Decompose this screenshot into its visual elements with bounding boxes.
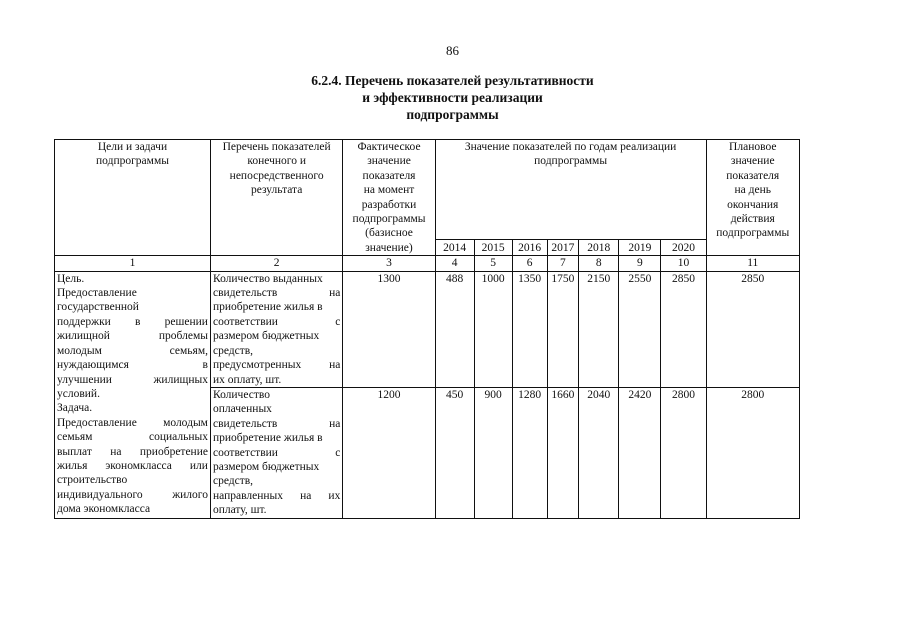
year-value-cell: 1280: [512, 387, 547, 518]
goals-and-tasks-cell: Цель. Предоставление государственной поддержки в решении жилищной проблемы молодым семьям, нуждающимся в улучшении жилищных условий. Задача. Предоставление молодым семьям социальных выплат на приобретение жилья экономкласса или строительство индивидуального жилого дома экономкласса: [55, 271, 211, 518]
year-value-cell: 1350: [512, 271, 547, 387]
column-number: 8: [579, 256, 619, 271]
column-number: 3: [343, 256, 435, 271]
year-2016: 2016: [512, 240, 547, 256]
column-number: 6: [512, 256, 547, 271]
actual-value-cell: 1200: [343, 387, 435, 518]
column-number: 7: [547, 256, 579, 271]
year-value-cell: 450: [435, 387, 474, 518]
year-2020: 2020: [661, 240, 706, 256]
year-value-cell: 1660: [547, 387, 579, 518]
year-value-cell: 1750: [547, 271, 579, 387]
year-2015: 2015: [474, 240, 512, 256]
column-number: 11: [706, 256, 799, 271]
header-row: [55, 140, 800, 240]
planned-value-cell: 2800: [706, 387, 799, 518]
indicators-table: [54, 139, 800, 519]
header-actual-value: Фактическое значение показателя на момент разработки подпрограммы (базисное значение): [343, 140, 435, 256]
year-value-cell: 2150: [579, 271, 619, 387]
planned-value-cell: 2850: [706, 271, 799, 387]
column-number-row: [55, 256, 800, 271]
column-number: 1: [55, 256, 211, 271]
page-title: [0, 72, 905, 123]
year-value-cell: 900: [474, 387, 512, 518]
year-value-cell: 1000: [474, 271, 512, 387]
year-value-cell: 2550: [619, 271, 661, 387]
year-value-cell: 2040: [579, 387, 619, 518]
column-number: 9: [619, 256, 661, 271]
year-2019: 2019: [619, 240, 661, 256]
year-2018: 2018: [579, 240, 619, 256]
header-values-by-year: Значение показателей по годам реализации подпрограммы: [435, 140, 706, 240]
header-planned-value: Плановое значение показателя на день окончания действия подпрограммы: [706, 140, 799, 256]
year-value-cell: 488: [435, 271, 474, 387]
year-value-cell: 2420: [619, 387, 661, 518]
title-line: 6.2.4. Перечень показателей результативности: [311, 73, 594, 88]
table-row: [55, 271, 800, 387]
indicator-cell: Количество оплаченных свидетельств на приобретение жилья в соответствии с размером бюджетных средств, направленных на их оплату, шт.: [210, 387, 342, 518]
year-value-cell: 2800: [661, 387, 706, 518]
column-number: 2: [210, 256, 342, 271]
year-value-cell: 2850: [661, 271, 706, 387]
title-line: подпрограммы: [406, 107, 499, 122]
page-number: 86: [446, 43, 459, 58]
year-2014: 2014: [435, 240, 474, 256]
actual-value-cell: 1300: [343, 271, 435, 387]
indicator-cell: Количество выданных свидетельств на приобретение жилья в соответствии с размером бюджетных средств, предусмотренных на их оплату, шт.: [210, 271, 342, 387]
title-line: и эффективности реализации: [362, 90, 543, 105]
column-number: 5: [474, 256, 512, 271]
year-2017: 2017: [547, 240, 579, 256]
column-number: 10: [661, 256, 706, 271]
header-goals: Цели и задачи подпрограммы: [55, 140, 211, 256]
column-number: 4: [435, 256, 474, 271]
header-indicators: Перечень показателей конечного и непосредственного результата: [210, 140, 342, 256]
